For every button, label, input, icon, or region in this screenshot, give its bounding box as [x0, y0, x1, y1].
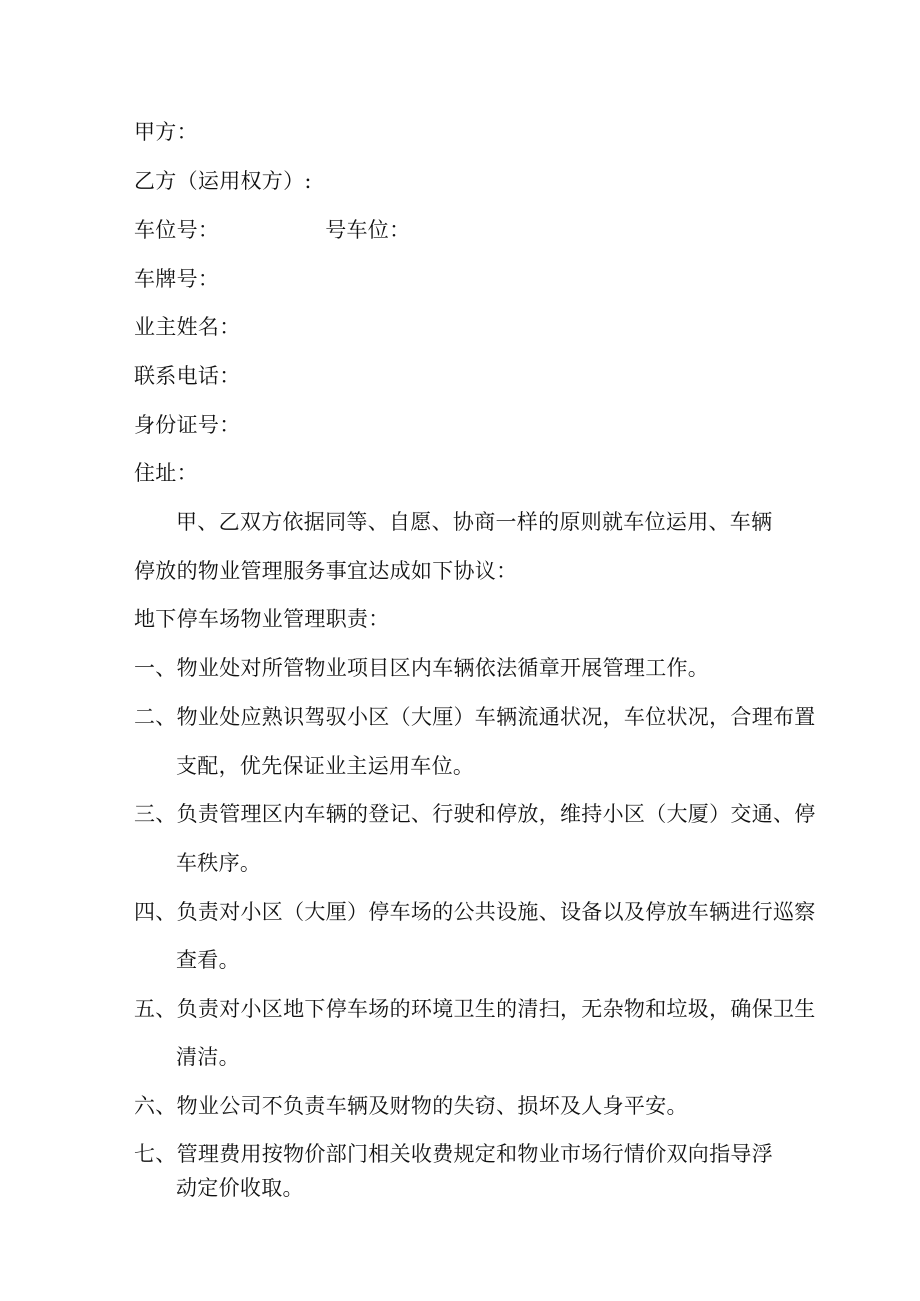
plate-label: 车牌号：	[134, 267, 220, 291]
item-2-line-1: 二、物业处应熟识驾驭小区（大厘）车辆流通状况，车位状况，合理布置	[134, 705, 816, 729]
item-5-line-1: 五、负责对小区地下停车场的环境卫生的清扫，无杂物和垃圾，确保卫生	[134, 997, 816, 1021]
spot-number-label: 车位号：	[134, 218, 220, 242]
item-6-line-1: 六、物业公司不负责车辆及财物的失窃、损坏及人身平安。	[134, 1094, 688, 1118]
party-b-label: 乙方（运用权方）:	[134, 169, 312, 193]
owner-name-label: 业主姓名：	[134, 315, 241, 339]
section-title: 地下停车场物业管理职责：	[134, 607, 390, 631]
item-5-line-2: 清洁。	[176, 1045, 240, 1069]
item-4-line-1: 四、负责对小区（大厘）停车场的公共设施、设备以及停放车辆进行巡察	[134, 900, 816, 924]
item-1-line-1: 一、物业处对所管物业项目区内车辆依法循章开展管理工作。	[134, 656, 710, 680]
spot-number-row	[134, 216, 410, 244]
id-number-label: 身份证号：	[134, 413, 241, 437]
intro-line-1: 甲、乙双方依据同等、自愿、协商一样的原则就车位运用、车辆	[176, 510, 773, 534]
item-4-line-2: 查看。	[176, 948, 240, 972]
phone-label: 联系电话：	[134, 364, 241, 388]
item-3-line-1: 三、负责管理区内车辆的登记、行驶和停放，维持小区（大厦）交通、停	[134, 802, 816, 826]
address-label: 住址：	[134, 461, 198, 485]
spot-suffix-label: 号车位：	[325, 218, 411, 242]
item-3-line-2: 车秩序。	[176, 851, 262, 875]
item-7-line-1: 七、管理费用按物价部门相关收费规定和物业市场行情价双向指导浮	[134, 1142, 773, 1166]
party-a-label: 甲方：	[134, 120, 198, 144]
item-2-line-2: 支配，优先保证业主运用车位。	[176, 754, 475, 778]
intro-line-2: 停放的物业管理服务事宜达成如下协议：	[134, 559, 518, 583]
item-7-line-2: 动定价收取。	[176, 1176, 304, 1200]
